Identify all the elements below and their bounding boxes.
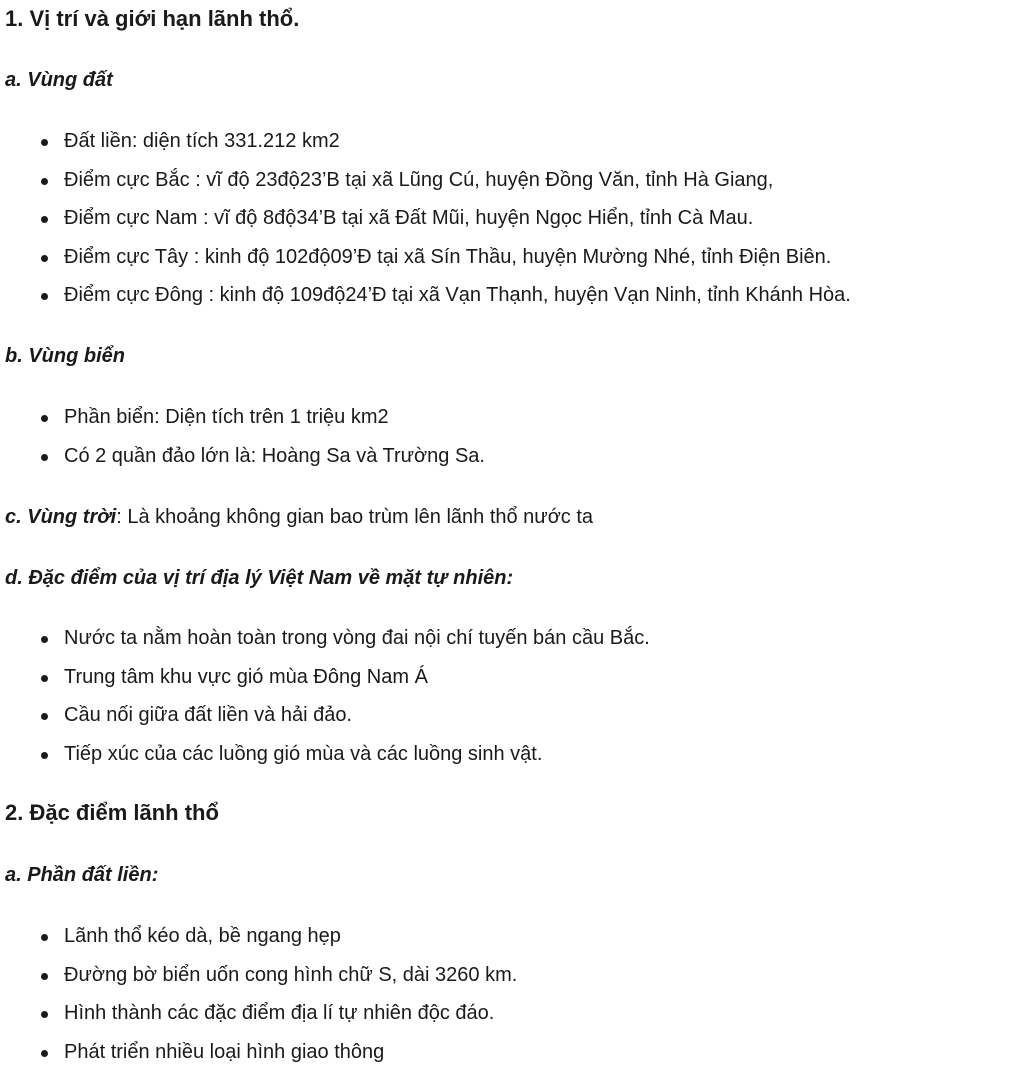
list-item: Trung tâm khu vực gió mùa Đông Nam Á: [5, 664, 1024, 703]
list-item: Phần biển: Diện tích trên 1 triệu km2: [5, 404, 1024, 443]
subsection-1b-heading: [5, 343, 1024, 369]
list-item: Hình thành các đặc điểm địa lí tự nhiên độc đáo.: [5, 1000, 1024, 1039]
list-item: Nước ta nằm hoàn toàn trong vòng đai nội chí tuyến bán cầu Bắc.: [5, 625, 1024, 664]
section-1-heading: [5, 6, 1024, 32]
list-item: Điểm cực Bắc : vĩ độ 23độ23’B tại xã Lũng Cú, huyện Đồng Văn, tỉnh Hà Giang,: [5, 167, 1024, 206]
list-item: Đường bờ biển uốn cong hình chữ S, dài 3260 km.: [5, 962, 1024, 1001]
subsection-2a-title: a. Phần đất liền:: [5, 862, 1024, 888]
subsection-2a-heading: [5, 862, 1024, 888]
subsection-1d-title: d. Đặc điểm của vị trí địa lý Việt Nam về mặt tự nhiên:: [5, 565, 1024, 591]
subsection-1b-title: b. Vùng biển: [5, 343, 1024, 369]
list-item: Có 2 quần đảo lớn là: Hoàng Sa và Trường Sa.: [5, 443, 1024, 482]
list-item: Tiếp xúc của các luồng gió mùa và các luồng sinh vật.: [5, 741, 1024, 780]
subsection-1d-list: [5, 625, 1024, 779]
list-item: Phát triển nhiều loại hình giao thông: [5, 1039, 1024, 1077]
subsection-1c-text: : Là khoảng không gian bao trùm lên lãnh thổ nước ta: [116, 506, 593, 528]
list-item: Điểm cực Tây : kinh độ 102độ09’Đ tại xã Sín Thầu, huyện Mường Nhé, tỉnh Điện Biên.: [5, 244, 1024, 283]
list-item: Điểm cực Nam : vĩ độ 8độ34’B tại xã Đất Mũi, huyện Ngọc Hiển, tỉnh Cà Mau.: [5, 205, 1024, 244]
subsection-1d-heading: [5, 565, 1024, 591]
list-item: Cầu nối giữa đất liền và hải đảo.: [5, 702, 1024, 741]
subsection-1c-lead: c. Vùng trời: [5, 506, 116, 528]
list-item: Lãnh thổ kéo dà, bề ngang hẹp: [5, 923, 1024, 962]
section-2-title: 2. Đặc điểm lãnh thổ: [5, 800, 1024, 826]
subsection-1a-heading: [5, 67, 1024, 93]
subsection-1a-list: [5, 128, 1024, 321]
section-2-heading: [5, 800, 1024, 826]
section-1-title: 1. Vị trí và giới hạn lãnh thổ.: [5, 6, 1024, 32]
list-item: Đất liền: diện tích 331.212 km2: [5, 128, 1024, 167]
subsection-2a-list: [5, 923, 1024, 1077]
subsection-1a-title: a. Vùng đất: [5, 67, 1024, 93]
list-item: Điểm cực Đông : kinh độ 109độ24’Đ tại xã Vạn Thạnh, huyện Vạn Ninh, tỉnh Khánh Hòa.: [5, 282, 1024, 321]
subsection-1b-list: [5, 404, 1024, 481]
subsection-1c-paragraph: [5, 504, 1024, 530]
